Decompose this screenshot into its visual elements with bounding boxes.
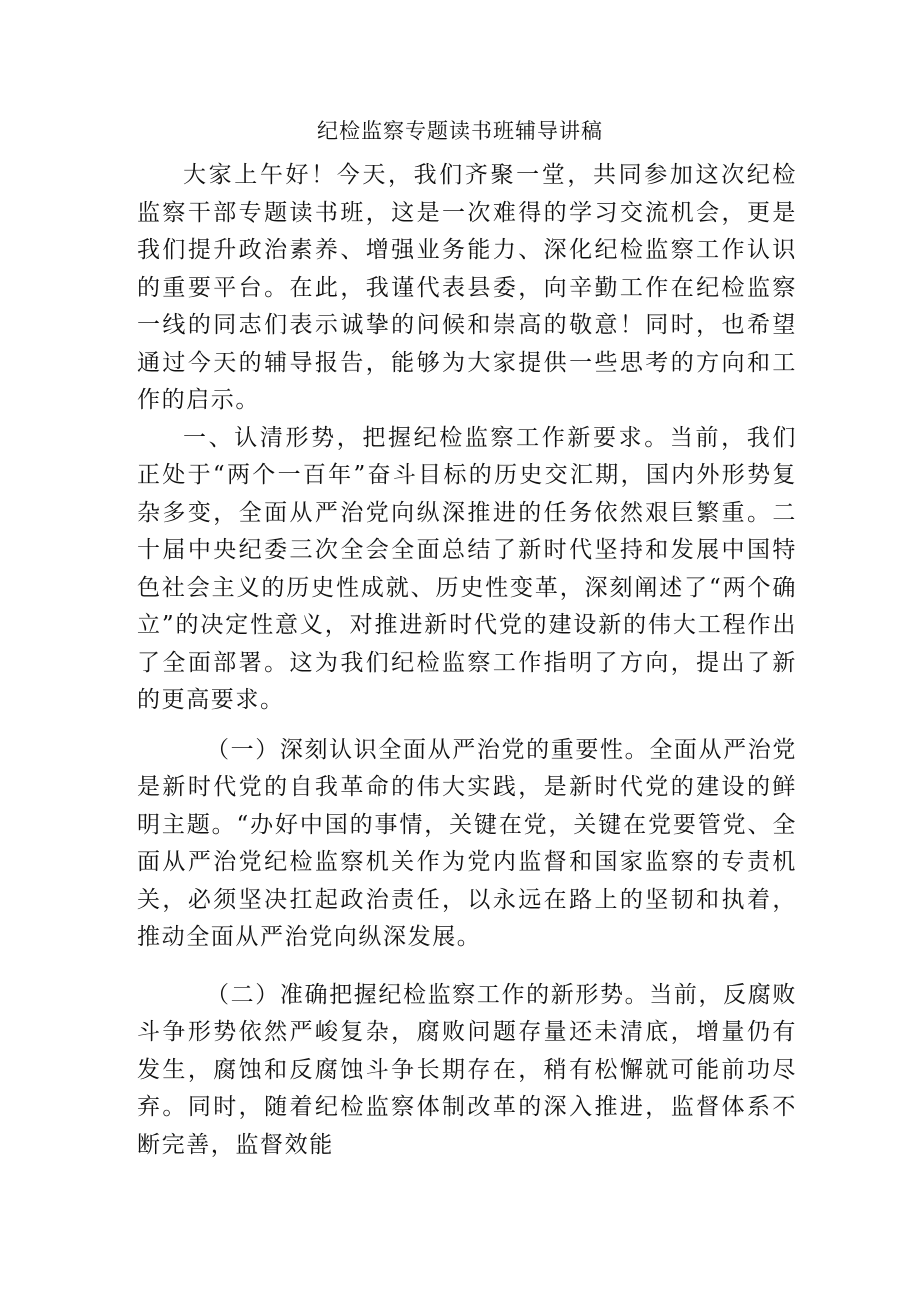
paragraph-subsection-one: （一）深刻认识全面从严治党的重要性。全面从严治党是新时代党的自我革命的伟大实践，是新时代党的建设的鲜明主题。“办好中国的事情，关键在党，关键在党要管党、全面从严治党纪检监察机关作为党内监督和国家监察的专责机关，必须坚决扛起政治责任，以永远在路上的坚韧和执着，推动全面从严治党向纵深发展。: [137, 736, 797, 950]
paragraph-subsection-two: （二）准确把握纪检监察工作的新形势。当前，反腐败斗争形势依然严峻复杂，腐败问题存量还未清底，增量仍有发生，腐蚀和反腐蚀斗争长期存在，稍有松懈就可能前功尽弃。同时，随着纪检监察体制改革的深入推进，监督体系不断完善，监督效能: [137, 981, 797, 1158]
paragraph-greeting: 大家上午好！今天，我们齐聚一堂，共同参加这次纪检监察干部专题读书班，这是一次难得的学习交流机会，更是我们提升政治素养、增强业务能力、深化纪检监察工作认识的重要平台。在此，我谨代表县委，向辛勤工作在纪检监察一线的同志们表示诚挚的问候和崇高的敬意！同时，也希望通过今天的辅导报告，能够为大家提供一些思考的方向和工作的启示。: [137, 162, 797, 413]
paragraph-section-one: 一、认清形势，把握纪检监察工作新要求。当前，我们正处于“两个一百年”奋斗目标的历史交汇期，国内外形势复杂多变，全面从严治党向纵深推进的任务依然艰巨繁重。二十届中央纪委三次全会全面总结了新时代坚持和发展中国特色社会主义的历史性成就、历史性变革，深刻阐述了“两个确立”的决定性意义，对推进新时代党的建设新的伟大工程作出了全面部署。这为我们纪检监察工作指明了方向，提出了新的更高要求。: [137, 424, 797, 713]
document-title: 纪检监察专题读书班辅导讲稿: [317, 119, 603, 143]
document-body: [137, 157, 797, 1164]
